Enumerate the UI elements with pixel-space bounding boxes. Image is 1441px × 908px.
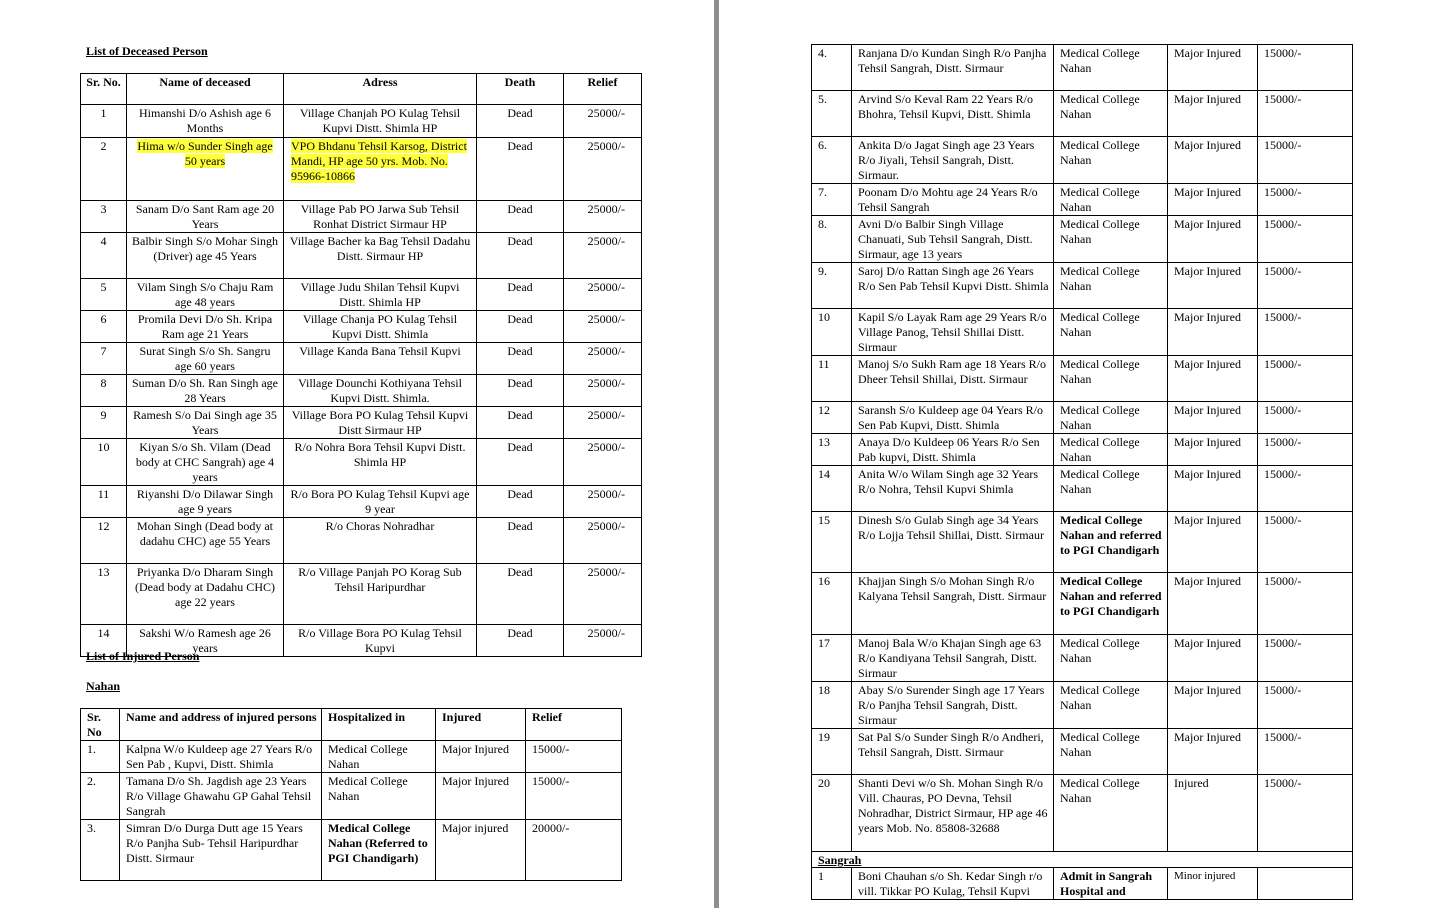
address-cell: Village Chanja PO Kulag Tehsil Kupvi Distt. Shimla: [284, 311, 477, 343]
name-cell: Ranjana D/o Kundan Singh R/o Panjha Tehsil Sangrah, Distt. Sirmaur: [852, 45, 1054, 91]
injured-cell: Major Injured: [1168, 45, 1258, 91]
hospital-cell: Medical College Nahan: [1054, 729, 1168, 775]
sr-cell: 6: [81, 311, 127, 343]
injured-cell: Major Injured: [1168, 402, 1258, 434]
document-page-right: [731, 0, 1441, 908]
table-row: [812, 729, 1353, 775]
name-cell: Khajjan Singh S/o Mohan Singh R/o Kalyana Tehsil Sangrah, Distt. Sirmaur: [852, 573, 1054, 635]
table-row: [812, 682, 1353, 729]
sr-cell: 14: [812, 466, 852, 512]
hospital-cell: Medical College Nahan (Referred to PGI Chandigarh): [322, 820, 436, 881]
injured-cell: Major Injured: [1168, 263, 1258, 309]
name-cell: Dinesh S/o Gulab Singh age 34 Years R/o Lojja Tehsil Shillai, Distt. Sirmaur: [852, 512, 1054, 573]
relief-cell: 25000/-: [564, 138, 642, 201]
name-cell: Sakshi W/o Ramesh age 26 years: [127, 625, 284, 657]
injured-cell: Major injured: [436, 820, 526, 881]
sr-cell: 1: [812, 868, 852, 900]
table-row: [812, 635, 1353, 682]
table-row: [81, 486, 642, 518]
death-cell: Dead: [477, 486, 564, 518]
relief-cell: 15000/-: [1258, 775, 1353, 852]
injured-cell: Injured: [1168, 775, 1258, 852]
relief-cell: 15000/-: [1258, 635, 1353, 682]
address-cell: R/o Village Bora PO Kulag Tehsil Kupvi: [284, 625, 477, 657]
relief-cell: 25000/-: [564, 439, 642, 486]
relief-cell: 25000/-: [564, 233, 642, 279]
name-cell: Suman D/o Sh. Ran Singh age 28 Years: [127, 375, 284, 407]
relief-cell: 15000/-: [526, 773, 622, 820]
deceased-table-header: [81, 74, 642, 105]
table-row: [812, 137, 1353, 184]
relief-cell: 25000/-: [564, 311, 642, 343]
death-cell: Dead: [477, 105, 564, 138]
relief-cell: 15000/-: [1258, 356, 1353, 402]
table-row: [81, 105, 642, 138]
document-page-left: [0, 0, 714, 908]
sr-cell: 8.: [812, 216, 852, 263]
hospital-cell: Medical College Nahan: [1054, 184, 1168, 216]
nahan-heading: Nahan: [86, 679, 121, 693]
header-address: Adress: [284, 74, 477, 105]
injured-table-header: [81, 709, 622, 741]
table-row: [81, 820, 622, 881]
table-row: [81, 311, 642, 343]
hospital-cell: Medical College Nahan: [1054, 434, 1168, 466]
hospital-cell: Medical College Nahan and referred to PGI Chandigarh: [1054, 512, 1168, 573]
death-cell: Dead: [477, 343, 564, 375]
sr-cell: 9.: [812, 263, 852, 309]
address-cell: Village Judu Shilan Tehsil Kupvi Distt. Shimla HP: [284, 279, 477, 311]
name-cell: Tamana D/o Sh. Jagdish age 23 Years R/o Village Ghawahu GP Gahal Tehsil Sangrah: [120, 773, 322, 820]
name-cell: Priyanka D/o Dharam Singh (Dead body at Dadahu CHC) age 22 years: [127, 564, 284, 625]
table-row: [812, 466, 1353, 512]
relief-cell: 15000/-: [1258, 184, 1353, 216]
relief-cell: 25000/-: [564, 201, 642, 233]
name-cell: Surat Singh S/o Sh. Sangru age 60 years: [127, 343, 284, 375]
table-row: [812, 184, 1353, 216]
injured-cell: Major Injured: [436, 773, 526, 820]
name-cell: Manoj S/o Sukh Ram age 18 Years R/o Dheer Tehsil Shillai, Distt. Sirmaur: [852, 356, 1054, 402]
name-cell: Avni D/o Balbir Singh Village Chanuati, Sub Tehsil Sangrah, Distt. Sirmaur, age 13 years: [852, 216, 1054, 263]
sr-cell: 18: [812, 682, 852, 729]
death-cell: Dead: [477, 439, 564, 486]
header-name-address: Name and address of injured persons: [120, 709, 322, 741]
table-row: [812, 434, 1353, 466]
sr-cell: 19: [812, 729, 852, 775]
sr-cell: 14: [81, 625, 127, 657]
injured-cell: Major Injured: [1168, 512, 1258, 573]
relief-cell: 15000/-: [1258, 573, 1353, 635]
sr-cell: 1: [81, 105, 127, 138]
table-row: [812, 263, 1353, 309]
name-cell: Himanshi D/o Ashish age 6 Months: [127, 105, 284, 138]
death-cell: Dead: [477, 201, 564, 233]
sr-cell: 12: [812, 402, 852, 434]
relief-cell: 25000/-: [564, 625, 642, 657]
name-cell: Sanam D/o Sant Ram age 20 Years: [127, 201, 284, 233]
name-cell: Simran D/o Durga Dutt age 15 Years R/o Panjha Sub- Tehsil Haripurdhar Distt. Sirmaur: [120, 820, 322, 881]
table-row: [81, 773, 622, 820]
header-hospitalized: Hospitalized in: [322, 709, 436, 741]
name-cell: Poonam D/o Mohtu age 24 Years R/o Tehsil Sangrah: [852, 184, 1054, 216]
table-row: [812, 356, 1353, 402]
sr-cell: 16: [812, 573, 852, 635]
sr-cell: 2.: [81, 773, 120, 820]
header-relief: Relief: [564, 74, 642, 105]
name-cell: Boni Chauhan s/o Sh. Kedar Singh r/o vill. Tikkar PO Kulag, Tehsil Kupvi: [852, 868, 1054, 900]
name-cell: Shanti Devi w/o Sh. Mohan Singh R/o Vill. Chauras, PO Devna, Tehsil Nohradhar, District Sirmaur, HP age 46 years Mob. No. 85808-32688: [852, 775, 1054, 852]
header-name: Name of deceased: [127, 74, 284, 105]
relief-cell: 15000/-: [1258, 682, 1353, 729]
hospital-cell: Medical College Nahan: [1054, 682, 1168, 729]
sr-cell: 3.: [81, 820, 120, 881]
name-cell: Ramesh S/o Dai Singh age 35 Years: [127, 407, 284, 439]
hospital-cell: Medical College Nahan: [1054, 402, 1168, 434]
hospital-cell: Medical College Nahan: [1054, 635, 1168, 682]
header-sr-no: Sr. No.: [81, 74, 127, 105]
name-cell: Riyanshi D/o Dilawar Singh age 9 years: [127, 486, 284, 518]
sr-cell: 17: [812, 635, 852, 682]
table-row: [812, 216, 1353, 263]
injured-cell: Major Injured: [1168, 216, 1258, 263]
injured-cell: Major Injured: [1168, 682, 1258, 729]
name-cell: Balbir Singh S/o Mohar Singh (Driver) age 45 Years: [127, 233, 284, 279]
header-sr-no: Sr. No: [81, 709, 120, 741]
table-row: [81, 343, 642, 375]
death-cell: Dead: [477, 138, 564, 201]
death-cell: Dead: [477, 564, 564, 625]
relief-cell: 25000/-: [564, 407, 642, 439]
injured-table-continued: [811, 44, 1353, 900]
address-cell: Village Dounchi Kothiyana Tehsil Kupvi Distt. Shimla.: [284, 375, 477, 407]
table-row: [81, 439, 642, 486]
highlighted-address: VPO Bhdanu Tehsil Karsog, District Mandi, HP age 50 yrs. Mob. No. 95966-10866: [291, 139, 467, 183]
table-row: [81, 518, 642, 564]
name-cell: Saroj D/o Rattan Singh age 26 Years R/o Sen Pab Tehsil Kupvi Distt. Shimla: [852, 263, 1054, 309]
relief-cell: 25000/-: [564, 279, 642, 311]
table-row: [812, 309, 1353, 356]
address-cell: R/o Bora PO Kulag Tehsil Kupvi age 9 year: [284, 486, 477, 518]
table-row: [812, 45, 1353, 91]
injured-cell: Major Injured: [1168, 466, 1258, 512]
hospital-cell: Medical College Nahan: [1054, 45, 1168, 91]
name-cell: Kalpna W/o Kuldeep age 27 Years R/o Sen Pab , Kupvi, Distt. Shimla: [120, 741, 322, 773]
sr-cell: 13: [81, 564, 127, 625]
injured-cell: Major Injured: [1168, 434, 1258, 466]
hospital-cell: Medical College Nahan: [1054, 137, 1168, 184]
injured-table-nahan: [80, 708, 622, 881]
hospital-cell: Medical College Nahan: [1054, 263, 1168, 309]
address-cell: R/o Nohra Bora Tehsil Kupvi Distt. Shimla HP: [284, 439, 477, 486]
death-cell: Dead: [477, 625, 564, 657]
sr-cell: 3: [81, 201, 127, 233]
header-relief: Relief: [526, 709, 622, 741]
death-cell: Dead: [477, 518, 564, 564]
relief-cell: 15000/-: [1258, 137, 1353, 184]
sr-cell: 15: [812, 512, 852, 573]
injured-cell: Major Injured: [1168, 91, 1258, 137]
sr-cell: 10: [81, 439, 127, 486]
sr-cell: 5: [81, 279, 127, 311]
injured-cell: Major Injured: [1168, 573, 1258, 635]
death-cell: Dead: [477, 279, 564, 311]
name-cell: Saransh S/o Kuldeep age 04 Years R/o Sen Pab Kupvi, Distt. Shimla: [852, 402, 1054, 434]
table-row: [812, 868, 1353, 900]
sr-cell: 9: [81, 407, 127, 439]
sr-cell: 5.: [812, 91, 852, 137]
name-cell: Manoj Bala W/o Khajan Singh age 63 R/o Kandiyana Tehsil Sangrah, Distt. Sirmaur: [852, 635, 1054, 682]
sr-cell: 1.: [81, 741, 120, 773]
sr-cell: 2: [81, 138, 127, 201]
injured-cell: Minor injured: [1168, 868, 1258, 900]
hospital-cell: Medical College Nahan: [1054, 91, 1168, 137]
address-cell: Village Kanda Bana Tehsil Kupvi: [284, 343, 477, 375]
table-row: [812, 91, 1353, 137]
table-row: [81, 741, 622, 773]
table-row: [812, 512, 1353, 573]
injured-cell: Major Injured: [1168, 356, 1258, 402]
highlighted-name: Hima w/o Sunder Singh age 50 years: [137, 139, 273, 168]
sr-cell: 4.: [812, 45, 852, 91]
relief-cell: 25000/-: [564, 343, 642, 375]
relief-cell: 15000/-: [1258, 402, 1353, 434]
name-cell: Vilam Singh S/o Chaju Ram age 48 years: [127, 279, 284, 311]
injured-cell: Major Injured: [1168, 309, 1258, 356]
address-cell: R/o Choras Nohradhar: [284, 518, 477, 564]
name-cell: Promila Devi D/o Sh. Kripa Ram age 21 Years: [127, 311, 284, 343]
hospital-cell: Medical College Nahan: [322, 773, 436, 820]
sr-cell: 7.: [812, 184, 852, 216]
name-cell: Sat Pal S/o Sunder Singh R/o Andheri, Tehsil Sangrah, Distt. Sirmaur: [852, 729, 1054, 775]
relief-cell: 15000/-: [1258, 45, 1353, 91]
sr-cell: 11: [812, 356, 852, 402]
header-death: Death: [477, 74, 564, 105]
relief-cell: 15000/-: [1258, 512, 1353, 573]
hospital-cell: Medical College Nahan: [1054, 216, 1168, 263]
name-cell: Ankita D/o Jagat Singh age 23 Years R/o Jiyali, Tehsil Sangrah, Distt. Sirmaur.: [852, 137, 1054, 184]
relief-cell: 15000/-: [1258, 434, 1353, 466]
hospital-cell: Medical College Nahan: [1054, 356, 1168, 402]
table-row: [812, 402, 1353, 434]
name-cell: Anaya D/o Kuldeep 06 Years R/o Sen Pab kupvi, Distt. Shimla: [852, 434, 1054, 466]
sr-cell: 7: [81, 343, 127, 375]
name-cell: Mohan Singh (Dead body at dadahu CHC) age 55 Years: [127, 518, 284, 564]
table-row: [81, 201, 642, 233]
hospital-cell: Medical College Nahan: [1054, 775, 1168, 852]
name-cell: Kiyan S/o Sh. Vilam (Dead body at CHC Sangrah) age 4 years: [127, 439, 284, 486]
relief-cell: 15000/-: [1258, 466, 1353, 512]
sr-cell: 4: [81, 233, 127, 279]
table-row: [81, 279, 642, 311]
relief-cell: 15000/-: [1258, 91, 1353, 137]
name-cell: [127, 138, 284, 201]
injured-cell: Major Injured: [1168, 137, 1258, 184]
name-cell: Abay S/o Surender Singh age 17 Years R/o Panjha Tehsil Sangrah, Distt. Sirmaur: [852, 682, 1054, 729]
table-row: [812, 775, 1353, 852]
hospital-cell: Medical College Nahan: [1054, 466, 1168, 512]
table-row: [81, 407, 642, 439]
relief-cell: 15000/-: [526, 741, 622, 773]
sr-cell: 8: [81, 375, 127, 407]
name-cell: Arvind S/o Keval Ram 22 Years R/o Bhohra, Tehsil Kupvi, Distt. Shimla: [852, 91, 1054, 137]
sangrah-section-row: [812, 852, 1353, 868]
sr-cell: 20: [812, 775, 852, 852]
death-cell: Dead: [477, 407, 564, 439]
address-cell: Village Chanjah PO Kulag Tehsil Kupvi Distt. Shimla HP: [284, 105, 477, 138]
sr-cell: 6.: [812, 137, 852, 184]
relief-cell: 15000/-: [1258, 216, 1353, 263]
sr-cell: 13: [812, 434, 852, 466]
address-cell: [284, 138, 477, 201]
death-cell: Dead: [477, 375, 564, 407]
relief-cell: 25000/-: [564, 564, 642, 625]
hospital-cell: Medical College Nahan and referred to PGI Chandigarh: [1054, 573, 1168, 635]
page-divider: [714, 0, 731, 908]
relief-cell: 25000/-: [564, 105, 642, 138]
injured-cell: Major Injured: [1168, 184, 1258, 216]
relief-cell: 15000/-: [1258, 309, 1353, 356]
relief-cell: 15000/-: [1258, 729, 1353, 775]
relief-cell: 15000/-: [1258, 263, 1353, 309]
relief-cell: 25000/-: [564, 518, 642, 564]
relief-cell: 25000/-: [564, 375, 642, 407]
name-cell: Kapil S/o Layak Ram age 29 Years R/o Village Panog, Tehsil Shillai Distt. Sirmaur: [852, 309, 1054, 356]
address-cell: Village Bacher ka Bag Tehsil Dadahu Distt. Sirmaur HP: [284, 233, 477, 279]
relief-cell: 25000/-: [564, 486, 642, 518]
table-row: [81, 375, 642, 407]
name-cell: Anita W/o Wilam Singh age 32 Years R/o Nohra, Tehsil Kupvi Shimla: [852, 466, 1054, 512]
deceased-list-heading: List of Deceased Person: [86, 44, 208, 58]
death-cell: Dead: [477, 233, 564, 279]
hospital-cell: Medical College Nahan: [1054, 309, 1168, 356]
page-divider-bar: [714, 0, 719, 908]
table-row: [81, 233, 642, 279]
relief-cell: 20000/-: [526, 820, 622, 881]
address-cell: Village Pab PO Jarwa Sub Tehsil Ronhat District Sirmaur HP: [284, 201, 477, 233]
death-cell: Dead: [477, 311, 564, 343]
header-injured: Injured: [436, 709, 526, 741]
sr-cell: 12: [81, 518, 127, 564]
hospital-cell: Admit in Sangrah Hospital and: [1054, 868, 1168, 900]
hospital-cell: Medical College Nahan: [322, 741, 436, 773]
table-row: [81, 564, 642, 625]
address-cell: R/o Village Panjah PO Korag Sub Tehsil Haripurdhar: [284, 564, 477, 625]
sangrah-section-label: Sangrah: [812, 852, 1353, 868]
deceased-table: [80, 73, 642, 657]
injured-cell: Major Injured: [436, 741, 526, 773]
sr-cell: 11: [81, 486, 127, 518]
table-row: [812, 573, 1353, 635]
sr-cell: 10: [812, 309, 852, 356]
injured-cell: Major Injured: [1168, 635, 1258, 682]
address-cell: Village Bora PO Kulag Tehsil Kupvi Distt Sirmaur HP: [284, 407, 477, 439]
table-row: [81, 138, 642, 201]
injured-cell: Major Injured: [1168, 729, 1258, 775]
relief-cell: [1258, 868, 1353, 900]
injured-list-heading: List of Injured Person: [86, 649, 200, 663]
